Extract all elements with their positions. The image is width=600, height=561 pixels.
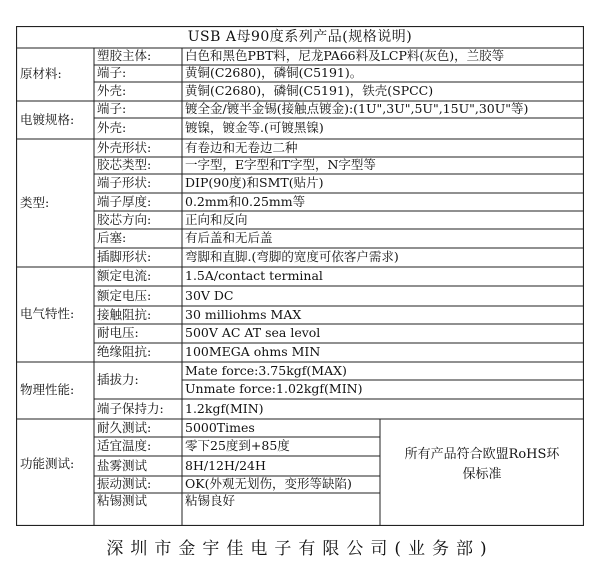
- spec-value: 8H/12H/24H: [185, 457, 266, 473]
- spec-value: 正向和反向: [185, 211, 248, 227]
- spec-value: 镀镍，镀金等.(可镀黑镍): [185, 120, 324, 135]
- spec-item-label: 端子:: [97, 101, 127, 116]
- section-label: 原材料:: [20, 66, 62, 81]
- spec-value: OK(外观无划伤，变形等缺陷): [185, 476, 352, 491]
- spec-item-label: 绝缘阻抗:: [97, 344, 152, 359]
- spec-value: 100MEGA ohms MIN: [185, 344, 321, 359]
- spec-value: 0.2mm和0.25mm等: [185, 193, 306, 209]
- spec-item-label: 端子保持力:: [97, 400, 164, 416]
- spec-value: Mate force:3.75kgf(MAX): [185, 362, 347, 378]
- spec-item-label: 后塞:: [97, 230, 127, 245]
- spec-item-label: 胶芯方向:: [97, 211, 152, 227]
- rohs-compliance-note: 所有产品符合欧盟RoHS环保标准: [404, 447, 560, 482]
- spec-sheet: [16, 26, 584, 526]
- company-footer: 深圳市金宇佳电子有限公司(业务部): [106, 539, 494, 559]
- section-label: 电气特性:: [20, 306, 75, 321]
- spec-value: 白色和黑色PBT料，尼龙PA66料及LCP料(灰色)，兰胶等: [185, 48, 505, 63]
- spec-item-label: 盐雾测试: [97, 457, 148, 473]
- spec-value: 零下25度到+85度: [185, 438, 290, 453]
- spec-value: 1.2kgf(MIN): [185, 400, 264, 416]
- spec-item-label: 外壳形状:: [97, 139, 152, 155]
- page-title: USB A母90度系列产品(规格说明): [187, 28, 413, 45]
- spec-item-label: 额定电压:: [97, 287, 152, 303]
- spec-value: 有卷边和无卷边二种: [185, 139, 298, 155]
- spec-item-label: 外壳:: [97, 83, 127, 98]
- spec-item-label: 端子形状:: [97, 175, 152, 190]
- spec-item-label: 塑胶主体:: [97, 48, 152, 63]
- section-label: 电镀规格:: [20, 111, 75, 127]
- spec-value: Unmate force:1.02kgf(MIN): [185, 381, 363, 396]
- spec-item-label: 插拔力:: [97, 372, 139, 387]
- spec-item-label: 插脚形状:: [97, 249, 152, 264]
- spec-value: 5000Times: [185, 419, 255, 435]
- section-label: 类型:: [20, 194, 50, 210]
- section-label: 物理性能:: [20, 382, 75, 397]
- spec-value: 黄铜(C2680)，磷铜(C5191)。: [185, 65, 363, 80]
- spec-item-label: 耐久测试:: [97, 419, 152, 435]
- spec-value: 黄铜(C2680)，磷铜(C5191)，铁壳(SPCC): [185, 83, 434, 98]
- spec-item-label: 粘锡测试: [97, 492, 148, 508]
- spec-item-label: 耐电压:: [97, 325, 139, 340]
- spec-value: DIP(90度)和SMT(贴片): [185, 175, 324, 190]
- section-label: 功能测试:: [20, 455, 75, 471]
- spec-item-label: 端子厚度:: [97, 193, 152, 209]
- spec-item-label: 振动测试:: [97, 476, 152, 491]
- spec-item-label: 胶芯类型:: [97, 157, 152, 172]
- spec-value: 有后盖和无后盖: [185, 230, 273, 245]
- spec-item-label: 适宜温度:: [97, 438, 152, 453]
- spec-value: 粘锡良好: [185, 492, 236, 508]
- spec-value: 弯脚和直脚.(弯脚的宽度可依客户需求): [185, 249, 399, 264]
- spec-value: 30 milliohms MAX: [185, 306, 302, 322]
- spec-item-label: 端子:: [97, 65, 127, 80]
- spec-value: 500V AC AT sea levol: [185, 325, 321, 340]
- spec-value: 30V DC: [185, 287, 234, 303]
- spec-value: 镀全金/镀半金锡(接触点镀金):(1U",3U",5U",15U",30U"等): [185, 101, 529, 116]
- spec-item-label: 额定电流:: [97, 268, 152, 283]
- spec-item-label: 外壳:: [97, 120, 127, 135]
- spec-item-label: 接触阻抗:: [97, 306, 152, 322]
- spec-value: 1.5A/contact terminal: [185, 268, 323, 283]
- spec-value: 一字型，E字型和T字型，N字型等: [185, 157, 376, 172]
